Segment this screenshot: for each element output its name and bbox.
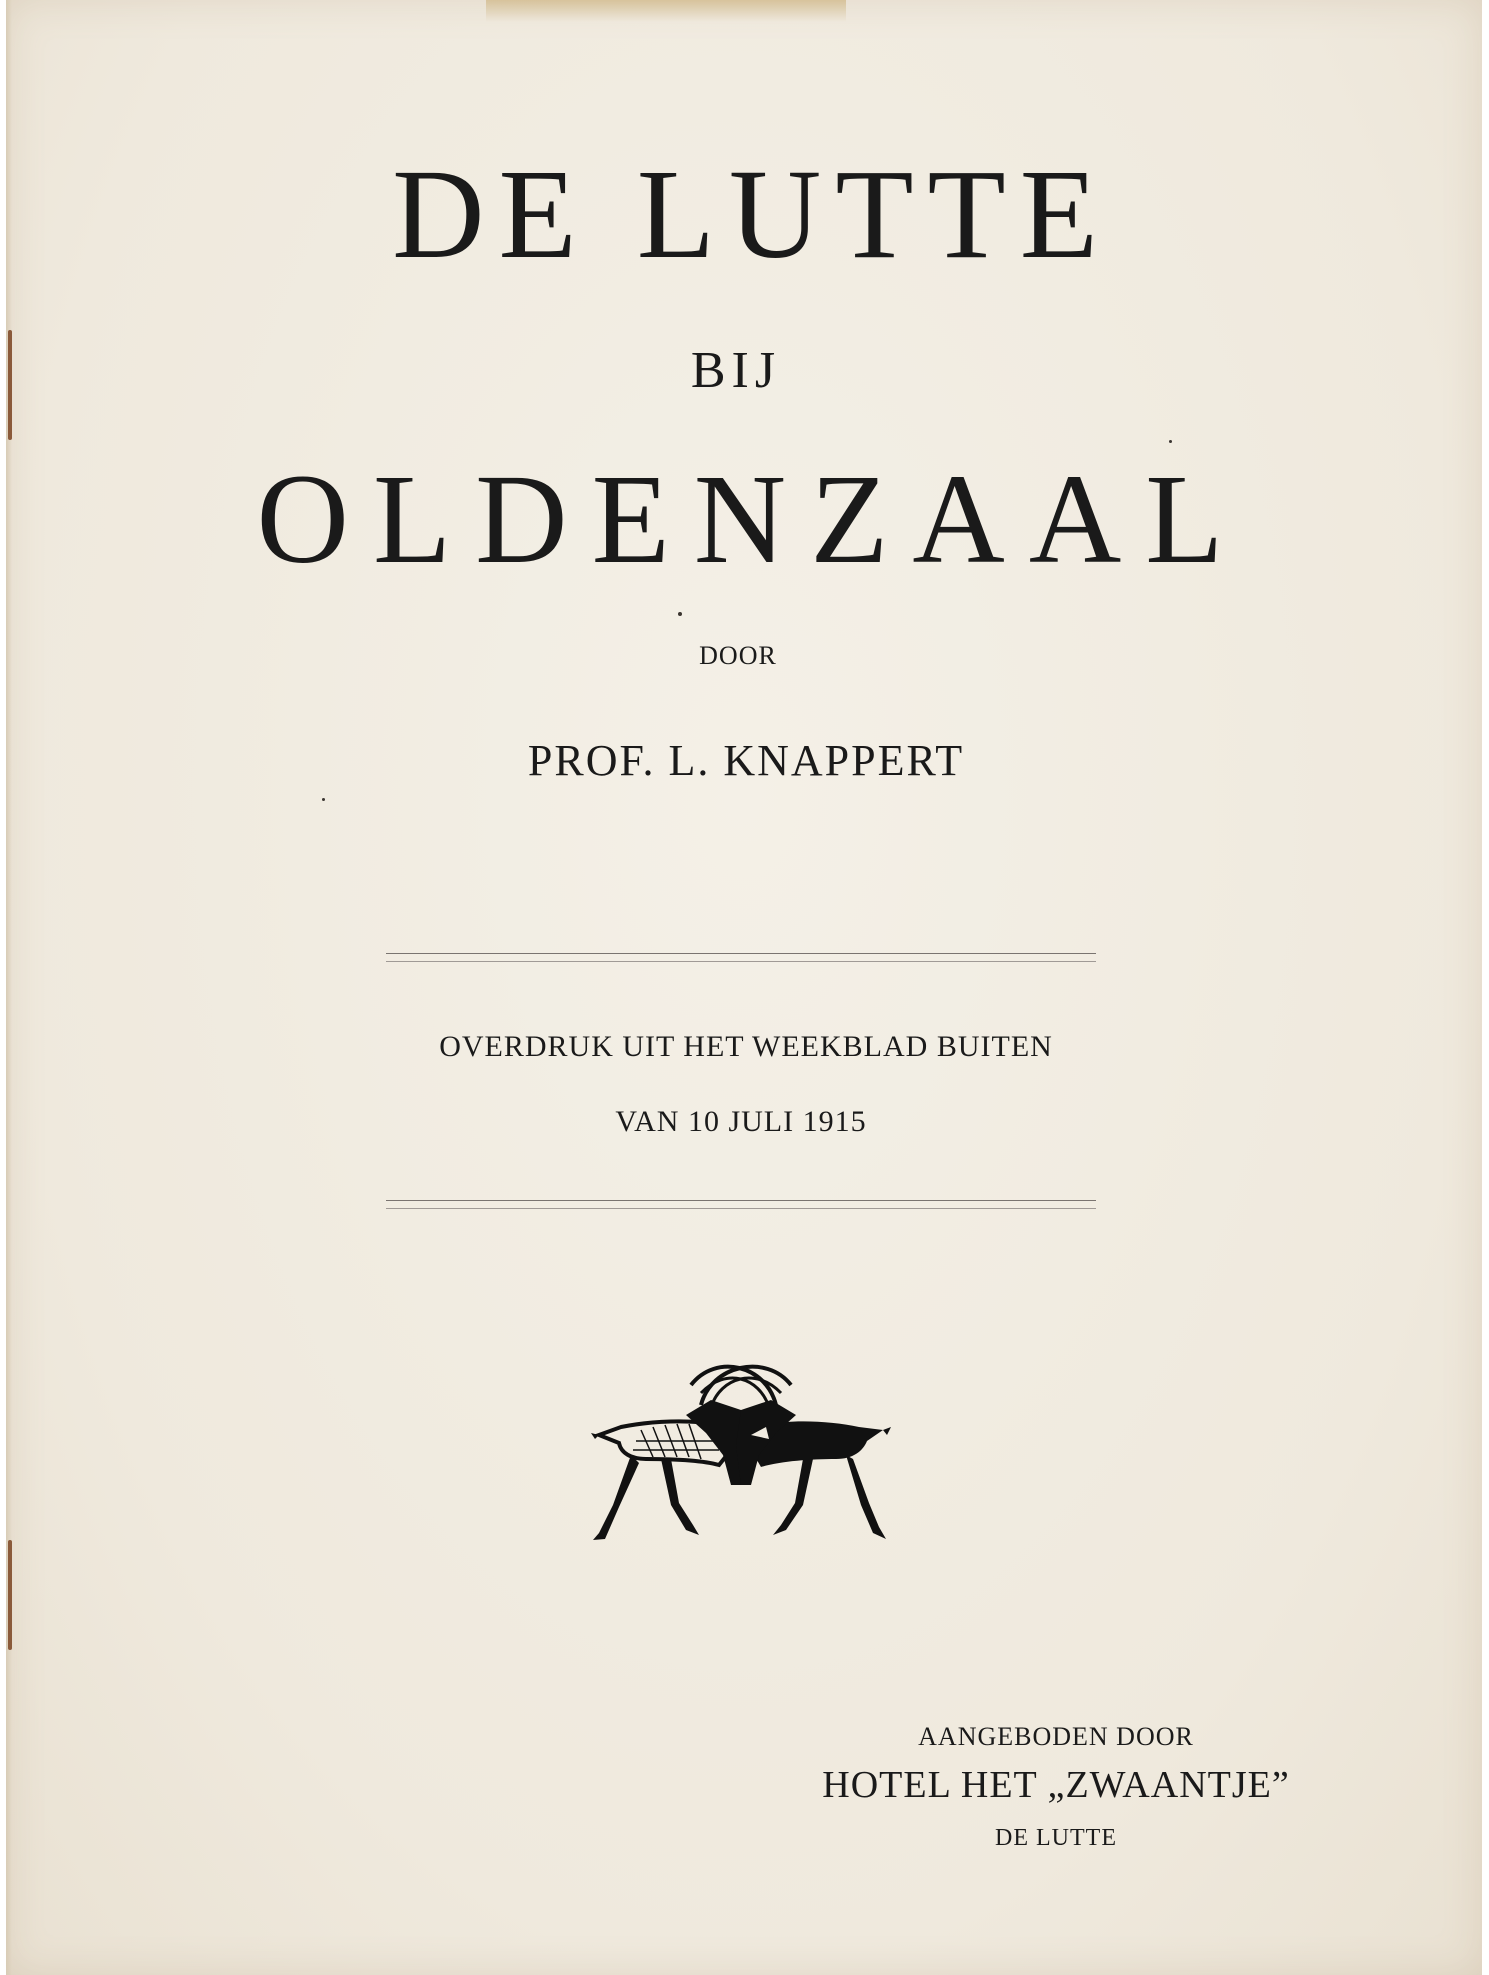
- offered-by-label: AANGEBODEN DOOR: [918, 1722, 1194, 1751]
- hotel-location: DE LUTTE: [995, 1825, 1117, 1851]
- title-line-2: BIJ: [690, 342, 782, 399]
- hotel-name: HOTEL HET „ZWAANTJE”: [822, 1764, 1290, 1806]
- author-name: PROF. L. KNAPPERT: [527, 736, 965, 785]
- binding-edge: [6, 0, 12, 1975]
- title-line-3: OLDENZAAL: [256, 448, 1248, 590]
- cover-page: [6, 0, 1482, 1975]
- by-label: DOOR: [699, 641, 777, 670]
- reprint-note: OVERDRUK UIT HET WEEKBLAD BUITEN: [439, 1030, 1053, 1063]
- double-rule-bottom: [386, 1200, 1096, 1201]
- two-goats-fighting-icon: [591, 1355, 891, 1555]
- double-rule-top: [386, 953, 1096, 954]
- paper-stain: [486, 0, 846, 22]
- reprint-date: VAN 10 JULI 1915: [615, 1105, 867, 1138]
- ink-speck: [678, 612, 682, 616]
- ink-speck: [1169, 440, 1172, 443]
- staple-bottom: [8, 1540, 12, 1650]
- title-line-1: DE LUTTE: [392, 143, 1112, 285]
- ink-speck: [322, 798, 325, 801]
- double-rule-top-second: [386, 961, 1096, 962]
- double-rule-bottom-second: [386, 1208, 1096, 1209]
